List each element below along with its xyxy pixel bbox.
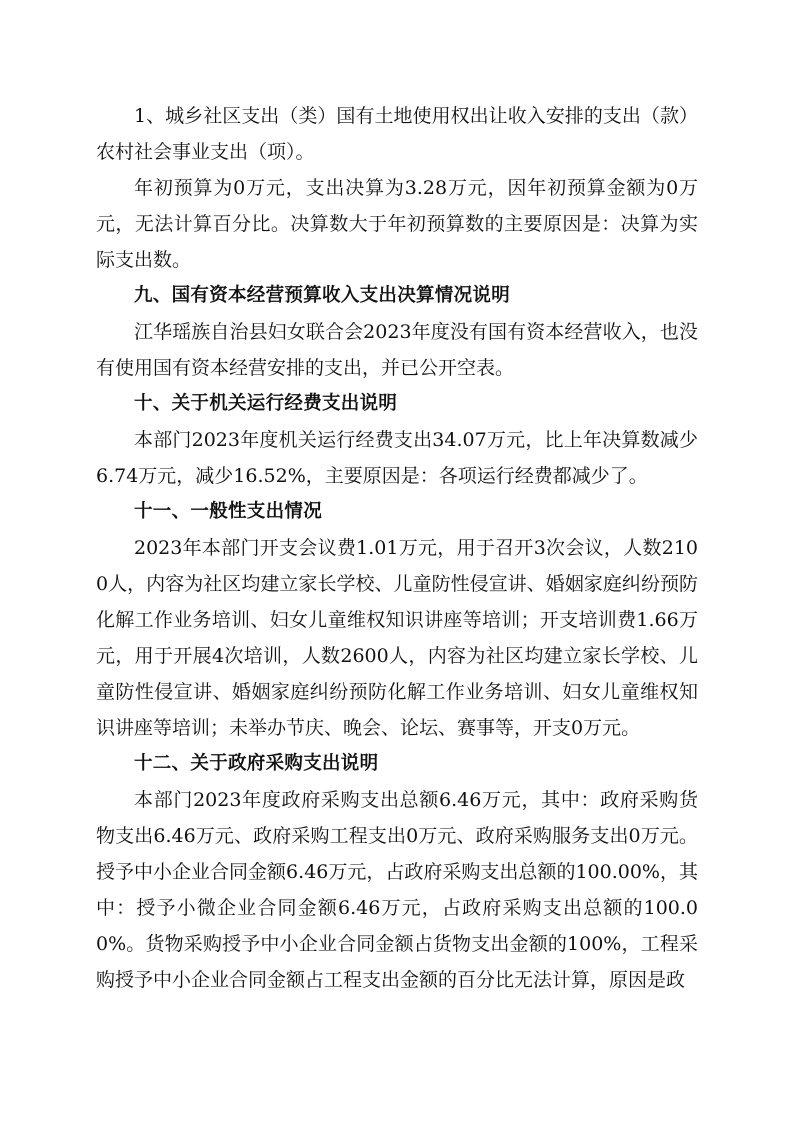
- document-body: [96, 98, 698, 998]
- body-paragraph-1: 1、城乡社区支出（类）国有土地使用权出让收入安排的支出（款）农村社会事业支出（项）。: [96, 105, 698, 163]
- section-heading-9: 九、国有资本经营预算收入支出决算情况说明: [134, 285, 511, 306]
- section-heading-10: 十、关于机关运行经费支出说明: [134, 393, 398, 414]
- body-paragraph-3: 江华瑶族自治县妇女联合会2023年度没有国有资本经营收入，也没有使用国有资本经营安排的支出，并已公开空表。: [96, 321, 698, 379]
- section-heading-12: 十二、关于政府采购支出说明: [134, 753, 379, 774]
- body-paragraph-4: 本部门2023年度机关运行经费支出34.07万元，比上年决算数减少6.74万元，减少16.52%，主要原因是：各项运行经费都减少了。: [96, 429, 698, 487]
- body-paragraph-2: 年初预算为0万元，支出决算为3.28万元，因年初预算金额为0万元，无法计算百分比。决算数大于年初预算数的主要原因是：决算为实际支出数。: [96, 177, 698, 271]
- section-heading-11: 十一、一般性支出情况: [134, 501, 323, 522]
- body-paragraph-6: 本部门2023年度政府采购支出总额6.46万元，其中：政府采购货物支出6.46万元、政府采购工程支出0万元、政府采购服务支出0万元。授予中小企业合同金额6.46万元，占政府采购支出总额的100.00%，其中：授予小微企业合同金额6.46万元，占政府采购支出总额的100.00%。货物采购授予中小企业合同金额占货物支出金额的100%，工程采购授予中小企业合同金额占工程支出金额的百分比无法计算，原因是政: [96, 789, 698, 991]
- body-paragraph-5: 2023年本部门开支会议费1.01万元，用于召开3次会议，人数2100人，内容为社区均建立家长学校、儿童防性侵宣讲、婚姻家庭纠纷预防化解工作业务培训、妇女儿童维权知识讲座等培训；开支培训费1.66万元，用于开展4次培训，人数2600人，内容为社区均建立家长学校、儿童防性侵宣讲、婚姻家庭纠纷预防化解工作业务培训、妇女儿童维权知识讲座等培训；未举办节庆、晚会、论坛、赛事等，开支0万元。: [96, 537, 698, 739]
